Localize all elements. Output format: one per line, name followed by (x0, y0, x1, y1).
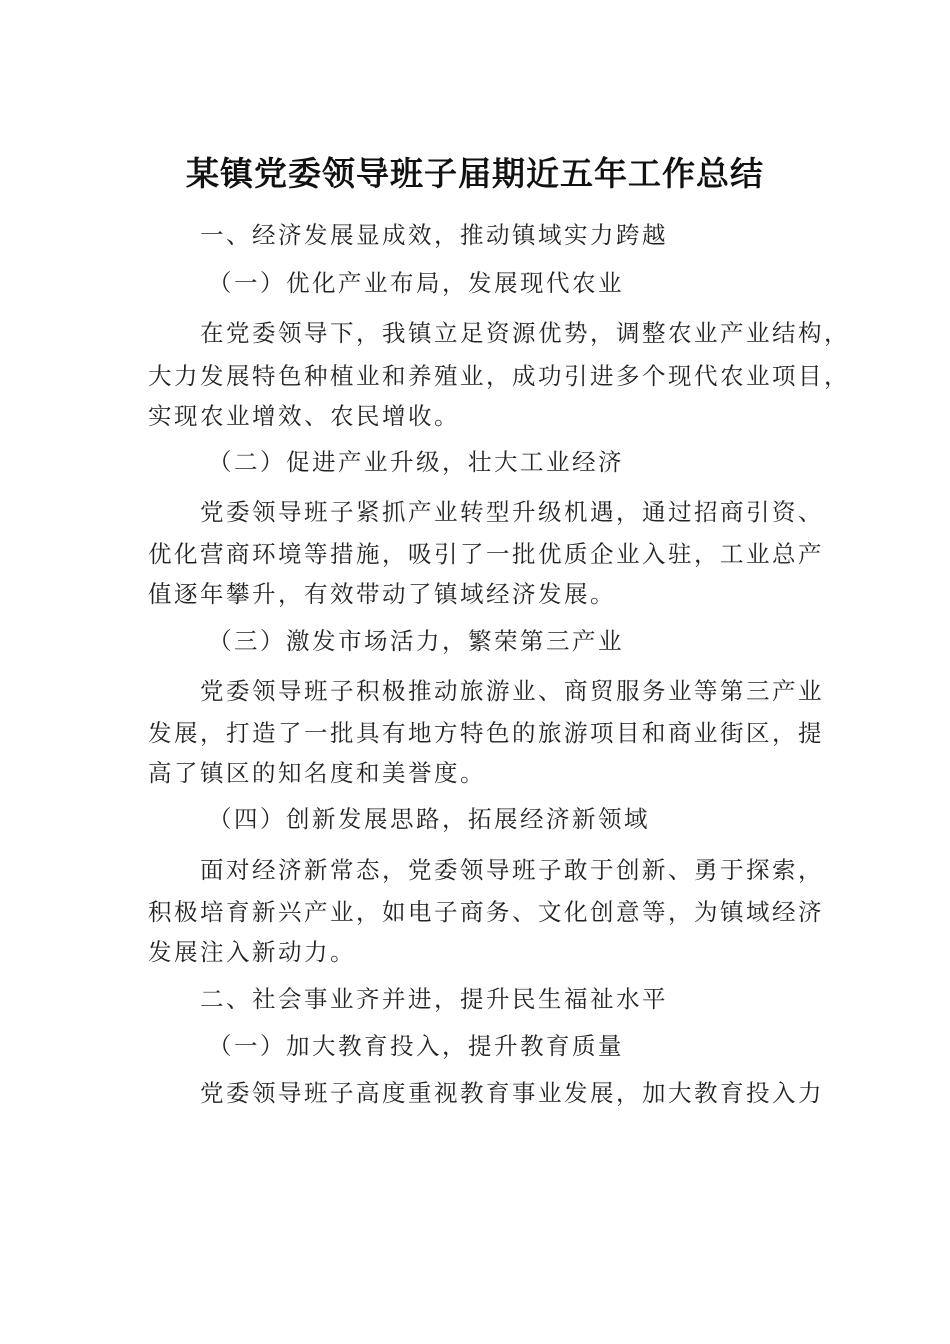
paragraph-line: 党委领导班子高度重视教育事业发展，加大教育投入力 (200, 1079, 824, 1107)
paragraph-line: 党委领导班子积极推动旅游业、商贸服务业等第三产业 (200, 677, 824, 705)
paragraph-line: 在党委领导下，我镇立足资源优势，调整农业产业结构， (200, 319, 850, 347)
subsection-heading: （一）优化产业布局，发展现代农业 (208, 269, 624, 297)
subsection-heading: （二）促进产业升级，壮大工业经济 (208, 448, 624, 476)
paragraph-line: 面对经济新常态，党委领导班子敢于创新、勇于探索， (200, 856, 824, 884)
paragraph-line: 发展注入新动力。 (148, 938, 356, 966)
paragraph-line: 实现农业增效、农民增收。 (148, 402, 460, 430)
paragraph-line: 值逐年攀升，有效带动了镇域经济发展。 (148, 580, 616, 608)
subsection-heading: （三）激发市场活力，繁荣第三产业 (208, 627, 624, 655)
subsection-heading: （四）创新发展思路，拓展经济新领域 (208, 805, 650, 833)
paragraph-line: 大力发展特色种植业和养殖业，成功引进多个现代农业项目， (148, 362, 850, 390)
paragraph-line: 优化营商环境等措施，吸引了一批优质企业入驻，工业总产 (148, 540, 824, 568)
subsection-heading: （一）加大教育投入，提升教育质量 (208, 1032, 624, 1060)
section-heading: 一、经济发展显成效，推动镇域实力跨越 (200, 221, 668, 249)
paragraph-line: 发展，打造了一批具有地方特色的旅游项目和商业街区，提 (148, 719, 824, 747)
paragraph-line: 高了镇区的知名度和美誉度。 (148, 759, 486, 787)
paragraph-line: 党委领导班子紧抓产业转型升级机遇，通过招商引资、 (200, 498, 824, 526)
document-title: 某镇党委领导班子届期近五年工作总结 (186, 154, 764, 193)
paragraph-line: 积极培育新兴产业，如电子商务、文化创意等，为镇域经济 (148, 898, 824, 926)
section-heading: 二、社会事业齐并进，提升民生福祉水平 (200, 985, 668, 1013)
